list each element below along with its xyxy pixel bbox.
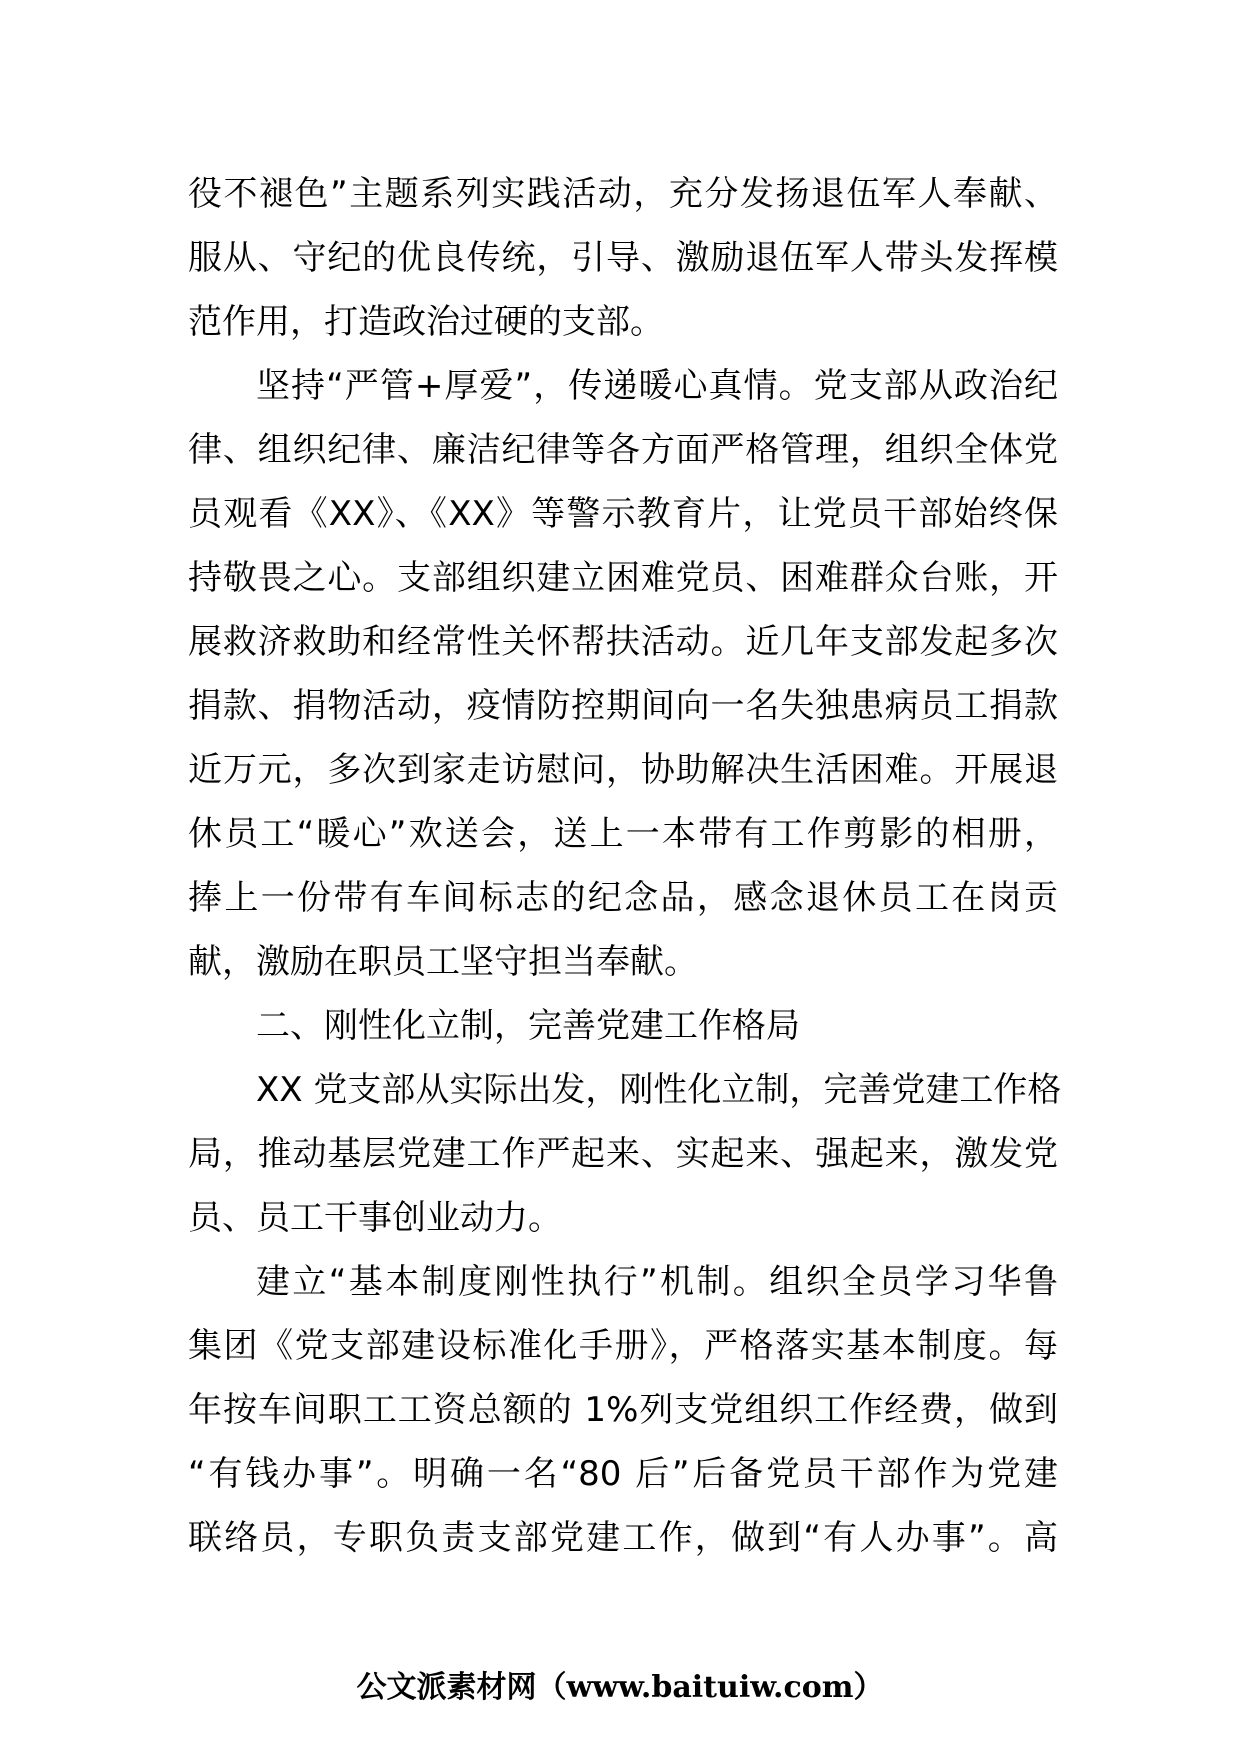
text-line: 员、员工干事创业动力。 — [188, 1198, 562, 1238]
text-line: 捧上一份带有车间标志的纪念品，感念退休员工在岗贡 — [188, 878, 1058, 918]
text-line: 休员工“暖心”欢送会，送上一本带有工作剪影的相册， — [188, 814, 1058, 854]
text-line: 服从、守纪的优良传统，引导、激励退伍军人带头发挥模 — [188, 238, 1058, 278]
text-line: 律、组织纪律、廉洁纪律等各方面严格管理，组织全体党 — [188, 430, 1058, 470]
text-line: 员观看《XX》、《XX》等警示教育片，让党员干部始终保 — [188, 494, 1058, 534]
text-line: 局，推动基层党建工作严起来、实起来、强起来，激发党 — [188, 1134, 1058, 1174]
text-line: 集团《党支部建设标准化手册》，严格落实基本制度。每 — [188, 1326, 1058, 1366]
text-line: 近万元，多次到家走访慰问，协助解决生活困难。开展退 — [188, 750, 1058, 790]
text-line: 捐款、捐物活动，疫情防控期间向一名失独患病员工捐款 — [188, 686, 1058, 726]
text-line: 坚持“严管+厚爱”，传递暖心真情。党支部从政治纪 — [256, 366, 1058, 406]
text-line: 持敬畏之心。支部组织建立困难党员、困难群众台账，开 — [188, 558, 1058, 598]
text-line: 展救济救助和经常性关怀帮扶活动。近几年支部发起多次 — [188, 622, 1058, 662]
text-line: 范作用，打造政治过硬的支部。 — [188, 302, 664, 342]
text-line: 建立“基本制度刚性执行”机制。组织全员学习华鲁 — [256, 1262, 1058, 1302]
document-body — [188, 162, 1062, 1570]
section-heading: 二、刚性化立制，完善党建工作格局 — [256, 1006, 800, 1046]
text-line: 役不褪色”主题系列实践活动，充分发扬退伍军人奉献、 — [188, 174, 1058, 214]
text-line: “有钱办事”。明确一名“80 后”后备党员干部作为党建 — [188, 1454, 1058, 1494]
page-footer: 公文派素材网（www.baituiw.com） — [356, 1670, 884, 1705]
text-line: 献，激励在职员工坚守担当奉献。 — [188, 942, 698, 982]
text-line: 年按车间职工工资总额的 1%列支党组织工作经费，做到 — [188, 1390, 1058, 1430]
text-line: 联络员，专职负责支部党建工作，做到“有人办事”。高 — [188, 1518, 1058, 1558]
text-line: XX 党支部从实际出发，刚性化立制，完善党建工作格 — [256, 1070, 1062, 1110]
